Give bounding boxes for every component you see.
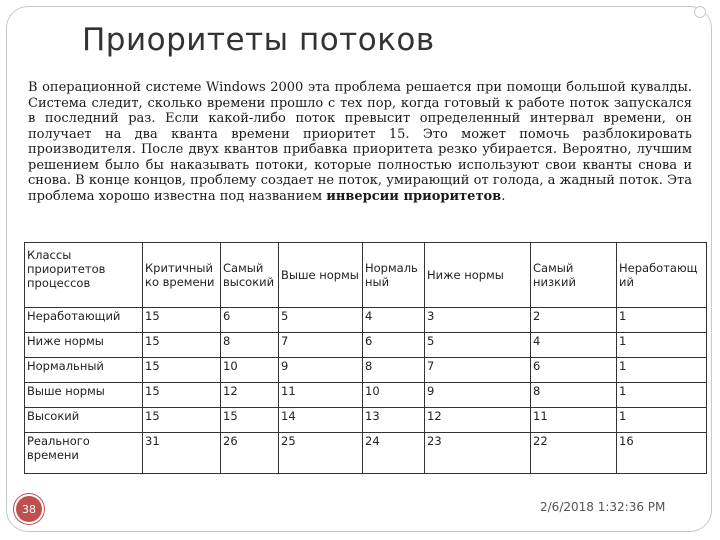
- table-header-cell: Ниже нормы: [425, 243, 531, 308]
- table-header-cell: Критичный ко времени: [143, 243, 221, 308]
- table-cell: 31: [143, 433, 221, 474]
- table-cell: 6: [363, 333, 425, 358]
- slide-corner-ornament: [694, 6, 706, 18]
- table-cell: 11: [531, 408, 617, 433]
- table-cell: 4: [531, 333, 617, 358]
- table-cell: 7: [279, 333, 363, 358]
- table-cell: 12: [425, 408, 531, 433]
- table-cell: 8: [531, 383, 617, 408]
- table-cell: 23: [425, 433, 531, 474]
- table-row: [25, 308, 707, 333]
- table-cell: 4: [363, 308, 425, 333]
- table-row: [25, 383, 707, 408]
- table-cell: 16: [617, 433, 707, 474]
- table-cell: 22: [531, 433, 617, 474]
- table-cell: Нормальный: [25, 358, 143, 383]
- slide-body-paragraph: [28, 80, 692, 204]
- table-cell: 13: [363, 408, 425, 433]
- table-header-row: [25, 243, 707, 308]
- table-cell: 25: [279, 433, 363, 474]
- paragraph-bold-term: инверсии приоритетов: [326, 188, 502, 204]
- table-cell: 1: [617, 408, 707, 433]
- table-cell: Выше нормы: [25, 383, 143, 408]
- table-header-cell: Самый низкий: [531, 243, 617, 308]
- table-cell: 6: [531, 358, 617, 383]
- table-cell: 7: [425, 358, 531, 383]
- table-cell: Неработающий: [25, 308, 143, 333]
- table-cell: 6: [221, 308, 279, 333]
- table-cell: 8: [221, 333, 279, 358]
- table-cell: 15: [143, 383, 221, 408]
- table-row: [25, 433, 707, 474]
- table-cell: 26: [221, 433, 279, 474]
- paragraph-end: .: [501, 188, 506, 204]
- slide-number-badge: 38: [16, 496, 42, 522]
- table-cell: 1: [617, 308, 707, 333]
- table-row: [25, 408, 707, 433]
- table-header-cell: Неработающ ий: [617, 243, 707, 308]
- table-cell: 15: [143, 308, 221, 333]
- table-cell: 2: [531, 308, 617, 333]
- table-cell: 10: [221, 358, 279, 383]
- table-header-cell: Самый высокий: [221, 243, 279, 308]
- table-cell: 1: [617, 358, 707, 383]
- table-row: [25, 333, 707, 358]
- table-row: [25, 358, 707, 383]
- table-cell: 14: [279, 408, 363, 433]
- table-cell: 10: [363, 383, 425, 408]
- table-cell: Высокий: [25, 408, 143, 433]
- table-cell: 5: [425, 333, 531, 358]
- table-cell: Реального времени: [25, 433, 143, 474]
- slide-date: 2/6/2018 1:32:36 PM: [540, 500, 666, 514]
- table-cell: 9: [425, 383, 531, 408]
- table-cell: 1: [617, 333, 707, 358]
- table-cell: 15: [143, 358, 221, 383]
- table-header-cell: Классы приоритетов процессов: [25, 243, 143, 308]
- table-cell: Ниже нормы: [25, 333, 143, 358]
- table-cell: 9: [279, 358, 363, 383]
- table-cell: 15: [221, 408, 279, 433]
- table-header-cell: Выше нормы: [279, 243, 363, 308]
- table-cell: 15: [143, 408, 221, 433]
- table-cell: 1: [617, 383, 707, 408]
- table-cell: 8: [363, 358, 425, 383]
- table-cell: 5: [279, 308, 363, 333]
- table-cell: 24: [363, 433, 425, 474]
- table-cell: 3: [425, 308, 531, 333]
- table-header-cell: Нормаль ный: [363, 243, 425, 308]
- table-cell: 12: [221, 383, 279, 408]
- priority-table: [24, 242, 707, 474]
- paragraph-text: В операционной системе Windows 2000 эта проблема решается при помощи большой кувалды. Система следит, сколько времени прошло с тех пор, когда готовый к работе поток запускался в последний раз. Если какой-либо поток превысит определенный интервал времени, он получает на два кванта времени приоритет 15. Это может помочь разблокировать производителя. После двух квантов прибавка приоритета резко убирается. Вероятно, лучшим решением было бы наказывать потоки, которые полностью используют свои кванты снова и снова. В конце концов, проблему создает не поток, умирающий от голода, а жадный поток. Эта проблема хорошо известна под названием: [28, 80, 692, 204]
- slide-title: Приоритеты потоков: [82, 22, 435, 58]
- table-cell: 15: [143, 333, 221, 358]
- table-cell: 11: [279, 383, 363, 408]
